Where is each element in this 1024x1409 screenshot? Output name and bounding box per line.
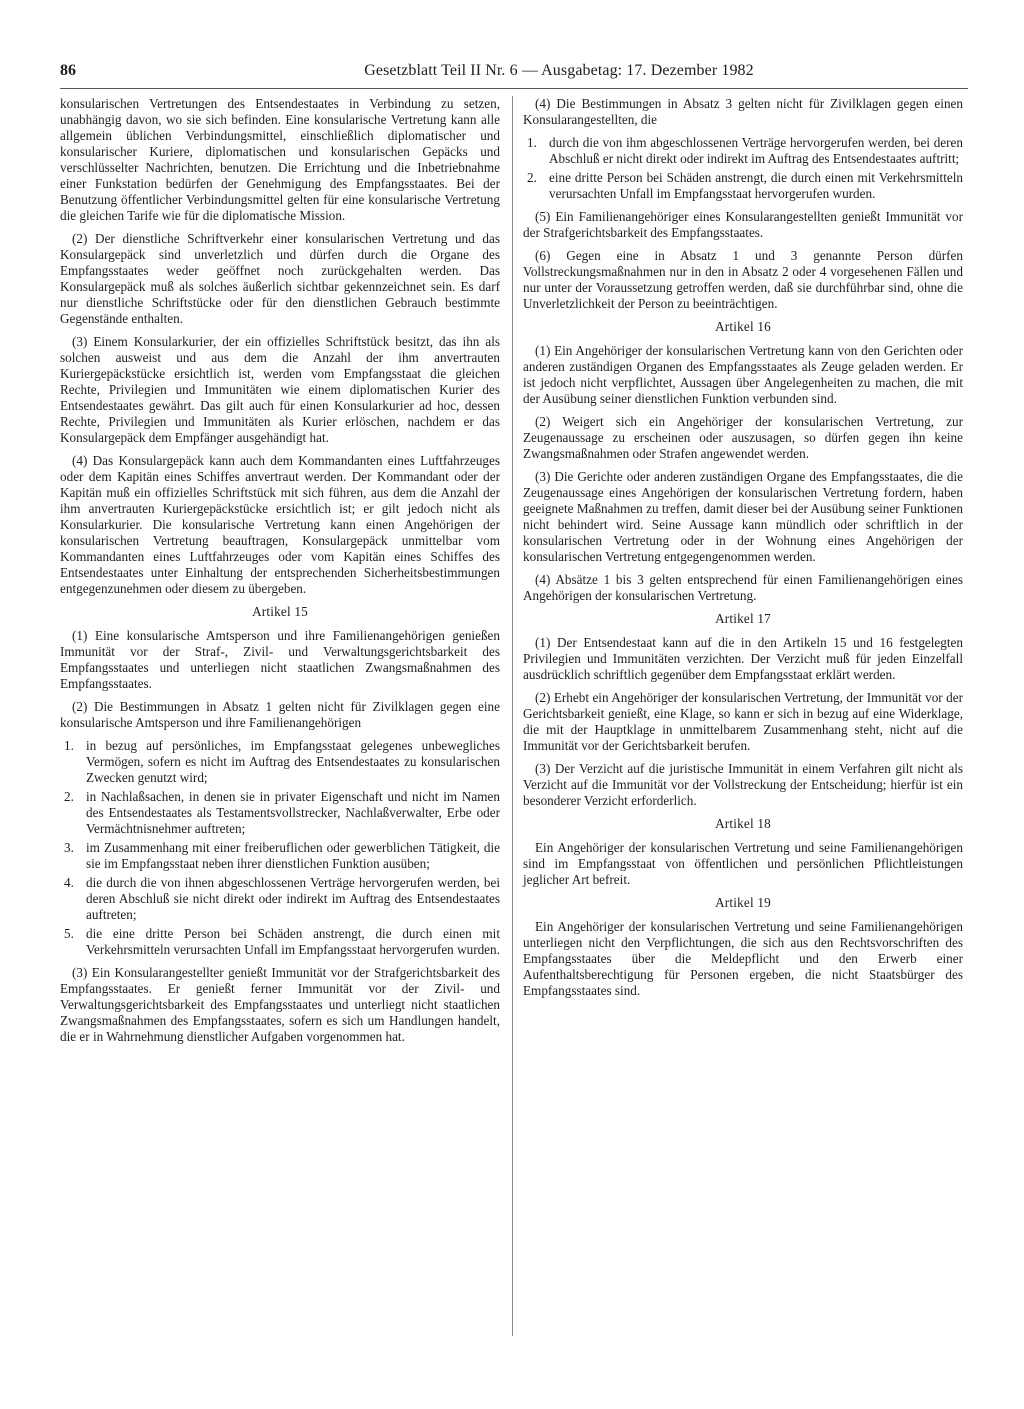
paragraph: (1) Ein Angehöriger der konsularischen Vertretung kann von den Gerichten oder anderen zuständigen Organen des Empfangsstaates als Zeuge geladen werden. Er ist jedoch nicht verpflichtet, Aussagen über Angelegenheiten zu machen, die mit der Ausübung seiner dienstlichen Funktion verbunden sind. [523,343,963,406]
list-number: 2. [527,170,537,185]
paragraph: (3) Einem Konsularkurier, der ein offizielles Schriftstück besitzt, das ihn als solchen ausweist und aus dem die Anzahl der ihm anvertrauten Kuriergepäckstücke ersichtlich ist, werden vom Empfangsstaat die gleichen Rechte, Privilegien und Immunitäten wie einem diplomatischen Kurier des Entsendestaates gewährt. Das gilt auch für einen Konsularkurier ad hoc, dessen Rechte, Privilegien und Immunitäten als Kurier erlöschen, nachdem er das Konsulargepäck dem Empfänger ausgehändigt hat. [60,334,500,445]
list-number: 4. [64,875,74,890]
paragraph: (3) Die Gerichte oder anderen zuständigen Organe des Empfangsstaates, die die Zeugenaussage eines Angehörigen der konsularischen Vertretung fordern, haben geeignete Maßnahmen zu treffen, damit dieser bei der Ausübung seiner Funktionen nicht behindert wird. Seine Aussage kann mündlich oder schriftlich in der konsularischen Vertretung oder in der Wohnung eines Angehörigen der konsularischen Vertretung entgegengenommen werden. [523,469,963,564]
article-heading: Artikel 16 [715,319,771,334]
paragraph: (4) Die Bestimmungen in Absatz 3 gelten nicht für Zivilklagen gegen einen Konsularangestellten, die [523,96,963,127]
list-item [60,789,500,837]
paragraph: (1) Eine konsularische Amtsperson und ihre Familienangehörigen genießen Immunität vor der Straf-, Zivil- und Verwaltungsgerichtsbarkeit des Empfangsstaates und unterliegen nicht staatlichen Zwangsmaßnahmen des Empfangsstaates. [60,628,500,691]
column-divider [512,96,513,1336]
list-number: 3. [64,840,74,855]
list-number: 1. [64,738,74,753]
page-number: 86 [60,62,76,79]
list-text: im Zusammenhang mit einer freiberuflichen oder gewerblichen Tätigkeit, die sie im Empfangsstaat neben ihrer dienstlichen Funktion ausüben; [86,840,500,871]
list-item [60,738,500,786]
list-number: 5. [64,926,74,941]
paragraph: (2) Erhebt ein Angehöriger der konsularischen Vertretung, der Immunität vor der Gerichtsbarkeit genießt, eine Klage, so kann er sich in bezug auf eine Widerklage, die mit der Hauptklage in unmittelbarem Zusammenhang steht, nicht auf die Immunität vor der Gerichtsbarkeit berufen. [523,690,963,753]
list-text: die eine dritte Person bei Schäden anstrengt, die durch einen mit Verkehrsmitteln verursachten Unfall im Empfangsstaat hervorgerufen wurden. [86,926,500,957]
paragraph: Ein Angehöriger der konsularischen Vertretung und seine Familienangehörigen sind im Empfangsstaat von öffentlichen und persönlichen Pflichtleistungen jeglicher Art befreit. [523,840,963,887]
article-heading: Artikel 17 [715,611,771,626]
paragraph: (6) Gegen eine in Absatz 1 und 3 genannte Person dürfen Vollstreckungsmaßnahmen nur in den in Absatz 2 oder 4 vorgesehenen Fällen und nur unter der Voraussetzung getroffen werden, daß sie durchführbar sind, ohne die Unverletzlichkeit der Person zu beeinträchtigen. [523,248,963,311]
list-item [60,875,500,923]
paragraph: (2) Die Bestimmungen in Absatz 1 gelten nicht für Zivilklagen gegen eine konsularische Amtsperson und ihre Familienangehörigen [60,699,500,730]
list-text: eine dritte Person bei Schäden anstrengt, die durch einen mit Verkehrsmitteln verursachten Unfall im Empfangsstaat hervorgerufen wurden. [549,170,963,201]
list-item [523,135,963,167]
paragraph: konsularischen Vertretungen des Entsendestaates in Verbindung zu setzen, unabhängig davon, wo sie sich befinden. Eine konsularische Vertretung kann alle allgemein üblichen Verbindungsmittel, einschließlich diplomatischer und konsularischer Kuriere, diplomatischen und konsularischen Gepäcks und verschlüsselter Nachrichten, benutzen. Die Errichtung und die Inbetriebnahme einer Funkstation bedürfen der Genehmigung des Empfangsstaates. Bei der Benutzung öffentlicher Verbindungsmittel gelten für eine konsularische Vertretung die gleichen Tarife wie für die diplomatische Mission. [60,96,500,223]
list-item [60,926,500,958]
list-number: 1. [527,135,537,150]
paragraph: Ein Angehöriger der konsularischen Vertretung und seine Familienangehörigen unterliegen nicht den Verpflichtungen, die sich aus den Rechtsvorschriften des Empfangsstaates über die Meldepflicht und den Erwerb einer Aufenthaltsberechtigung für Personen ergeben, die nicht Staatsbürger des Empfangsstaates sind. [523,919,963,998]
left-column [60,96,500,1052]
list-text: in bezug auf persönliches, im Empfangsstaat gelegenes unbewegliches Vermögen, sofern es nicht im Auftrag des Entsendestaates zu konsularischen Zwecken genutzt wird; [86,738,500,785]
paragraph: (2) Weigert sich ein Angehöriger der konsularischen Vertretung, zur Zeugenaussage zu erscheinen oder auszusagen, so dürfen gegen ihn keine Zwangsmaßnahmen oder Strafen angewendet werden. [523,414,963,461]
header-rule [60,88,968,89]
paragraph: (3) Der Verzicht auf die juristische Immunität in einem Verfahren gilt nicht als Verzicht auf die Immunität vor der Vollstreckung der Entscheidung; hierfür ist ein besonderer Verzicht erforderlich. [523,761,963,808]
page-header [60,62,968,86]
list-text: in Nachlaßsachen, in denen sie in privater Eigenschaft und nicht im Namen des Entsendestaates als Testamentsvollstrecker, Nachlaßverwalter, Erbe oder Vermächtnisnehmer auftreten; [86,789,500,836]
article-heading: Artikel 18 [715,816,771,831]
article-heading: Artikel 15 [252,604,308,619]
list-item [60,840,500,872]
paragraph: (5) Ein Familienangehöriger eines Konsularangestellten genießt Immunität vor der Strafgerichtsbarkeit des Empfangsstaates. [523,209,963,240]
paragraph: (1) Der Entsendestaat kann auf die in den Artikeln 15 und 16 festgelegten Privilegien und Immunitäten verzichten. Der Verzicht muß für jeden Einzelfall ausdrücklich schriftlich gegenüber dem Empfangsstaat erklärt werden. [523,635,963,682]
right-column [523,96,963,1006]
numbered-list [523,135,963,202]
header-title: Gesetzblatt Teil II Nr. 6 — Ausgabetag: 17. Dezember 1982 [364,62,754,79]
paragraph: (3) Ein Konsularangestellter genießt Immunität vor der Strafgerichtsbarkeit des Empfangsstaates. Er genießt ferner Immunität vor der Zivil- und Verwaltungsgerichtsbarkeit des Empfangsstaates und unterliegt nicht staatlichen Zwangsmaßnahmen des Empfangsstaates, sofern es sich um Handlungen handelt, die er in Wahrnehmung dienstlicher Aufgaben vorgenommen hat. [60,965,500,1044]
article-heading: Artikel 19 [715,895,771,910]
numbered-list [60,738,500,958]
list-text: die durch die von ihnen abgeschlossenen Verträge hervorgerufen werden, bei deren Abschluß sie nicht direkt oder indirekt im Auftrag des Entsendestaates auftreten; [86,875,500,922]
paragraph: (2) Der dienstliche Schriftverkehr einer konsularischen Vertretung und das Konsulargepäck sind unverletzlich und dürfen durch die Organe des Empfangsstaates weder geöffnet noch zurückgehalten werden. Das Konsulargepäck muß als solches äußerlich sichtbar gekennzeichnet sein. Es darf nur dienstliche Schriftstücke oder für den dienstlichen Gebrauch bestimmte Gegenstände enthalten. [60,231,500,326]
list-number: 2. [64,789,74,804]
paragraph: (4) Das Konsulargepäck kann auch dem Kommandanten eines Luftfahrzeuges oder dem Kapitän eines Schiffes anvertraut werden. Der Kommandant oder der Kapitän muß ein offizielles Schriftstück mit sich führen, aus dem die Anzahl der ihm anvertrauten Kuriergepäckstücke ersichtlich ist; er gilt jedoch nicht als Konsularkurier. Die konsularische Vertretung kann einen Angehörigen der konsularischen Vertretung beauftragen, Konsulargepäck unmittelbar vom Kommandanten eines Luftfahrzeuges oder vom Kapitän eines Schiffes des Entsendestaates unter Einhaltung der entsprechenden Sicherheitsbestimmungen entgegenzunehmen oder diesem zu übergeben. [60,453,500,596]
list-item [523,170,963,202]
paragraph: (4) Absätze 1 bis 3 gelten entsprechend für einen Familienangehörigen eines Angehörigen der konsularischen Vertretung. [523,572,963,603]
list-text: durch die von ihm abgeschlossenen Verträge hervorgerufen werden, bei deren Abschluß er nicht direkt oder indirekt im Auftrag des Entsendestaates auftritt; [549,135,963,166]
